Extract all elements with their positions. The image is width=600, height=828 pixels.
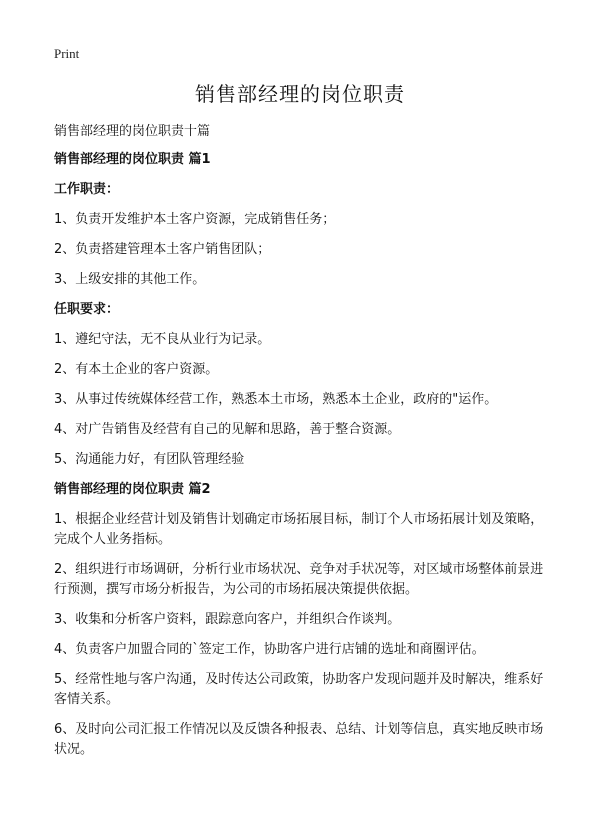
list-item: 3、上级安排的其他工作。: [54, 272, 206, 287]
list-item: 6、及时向公司汇报工作情况以及反馈各种报表、总结、计划等信息，真实地反映市场状况。: [54, 722, 544, 757]
list-item: 5、沟通能力好，有团队管理经验: [54, 452, 245, 467]
list-item: 4、对广告销售及经营有自己的见解和思路，善于整合资源。: [54, 422, 401, 437]
group-label-duties: 工作职责：: [54, 182, 120, 197]
list-item: 1、根据企业经营计划及销售计划确定市场拓展目标，制订个人市场拓展计划及策略，完成个人业务指标。: [54, 512, 544, 547]
document-body: [54, 150, 554, 770]
group-label-requirements: 任职要求：: [54, 302, 120, 317]
print-link[interactable]: Print: [54, 46, 80, 61]
section-heading-2: 销售部经理的岗位职责 篇2: [54, 482, 211, 497]
section-heading-1: 销售部经理的岗位职责 篇1: [54, 152, 211, 167]
list-item: 5、经常性地与客户沟通，及时传达公司政策，协助客户发现问题并及时解决，维系好客情关系。: [54, 672, 544, 707]
list-item: 2、有本土企业的客户资源。: [54, 362, 219, 377]
list-item: 1、遵纪守法，无不良从业行为记录。: [54, 332, 271, 347]
page-title: 销售部经理的岗位职责: [195, 82, 405, 106]
list-item: 1、负责开发维护本土客户资源，完成销售任务；: [54, 212, 336, 227]
list-item: 4、负责客户加盟合同的`签定工作，协助客户进行店铺的选址和商圈评估。: [54, 642, 485, 657]
list-item: 3、收集和分析客户资料，跟踪意向客户，并组织合作谈判。: [54, 612, 401, 627]
list-item: 2、负责搭建管理本土客户销售团队；: [54, 242, 271, 257]
list-item: 2、组织进行市场调研，分析行业市场状况、竞争对手状况等，对区域市场整体前景进行预测，撰写市场分析报告，为公司的市场拓展决策提供依据。: [54, 562, 544, 597]
intro-text: 销售部经理的岗位职责十篇: [54, 124, 211, 139]
list-item: 3、从事过传统媒体经营工作，熟悉本土市场，熟悉本土企业，政府的"运作。: [54, 392, 498, 407]
